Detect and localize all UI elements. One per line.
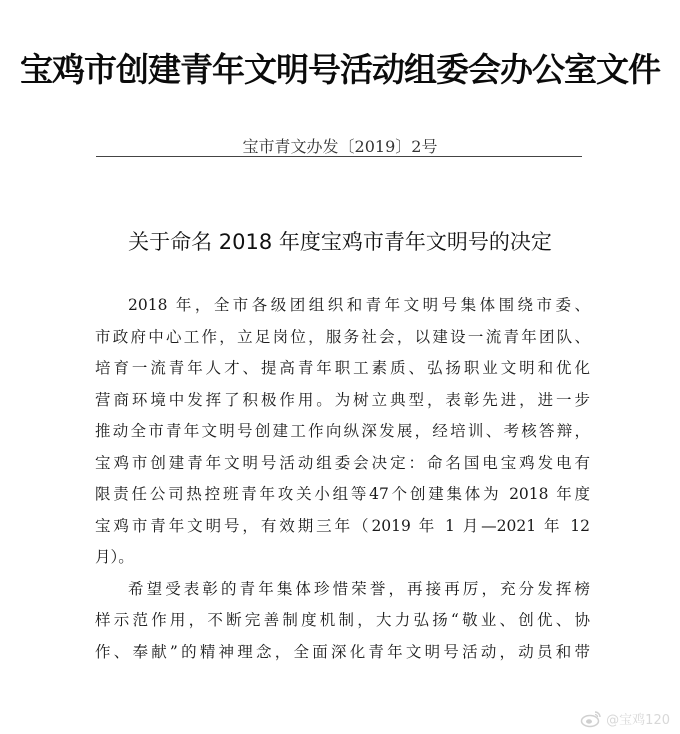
header-divider [96, 156, 582, 157]
document-body [95, 290, 590, 668]
document-header-title: 宝鸡市创建青年文明号活动组委会办公室文件 [20, 50, 660, 89]
paragraph-1-line: 宝鸡市青年文明号，有效期三年（2019 年 1 月—2021 年 12 [95, 516, 590, 535]
paragraph-2-line: 作、奉献”的精神理念，全面深化青年文明号活动，动员和带 [95, 642, 590, 661]
weibo-logo-icon [580, 710, 602, 728]
paragraph-1-line: 2018 年，全市各级团组织和青年文明号集体围绕市委、 [128, 296, 590, 314]
paragraph-1-line: 月）。 [95, 548, 134, 566]
paragraph-2-line: 样示范作用，不断完善制度机制，大力弘扬“敬业、创优、协 [95, 611, 590, 629]
paragraph-1-line: 营商环境中发挥了积极作用。为树立典型，表彰先进，进一步 [95, 390, 590, 409]
weibo-watermark [580, 709, 670, 728]
paragraph-1-line: 培育一流青年人才、提高青年职工素质、弘扬职业文明和优化 [95, 359, 590, 377]
watermark-text: @宝鸡120 [606, 713, 670, 728]
paragraph-1-line: 推动全市青年文明号创建工作向纵深发展，经培训、考核答辩， [95, 422, 590, 440]
paragraph-2-line: 希望受表彰的青年集体珍惜荣誉，再接再厉，充分发挥榜 [128, 579, 590, 598]
document-number: 宝市青文办发〔2019〕2号 [242, 137, 438, 156]
paragraph-1-line: 宝鸡市创建青年文明号活动组委会决定：命名国电宝鸡发电有 [95, 453, 590, 472]
paragraph-1-line: 限责任公司热控班青年攻关小组等47个创建集体为 2018 年度 [95, 485, 590, 503]
paragraph-1-line: 市政府中心工作，立足岗位，服务社会，以建设一流青年团队、 [95, 327, 590, 346]
decision-title: 关于命名 2018 年度宝鸡市青年文明号的决定 [128, 230, 552, 254]
